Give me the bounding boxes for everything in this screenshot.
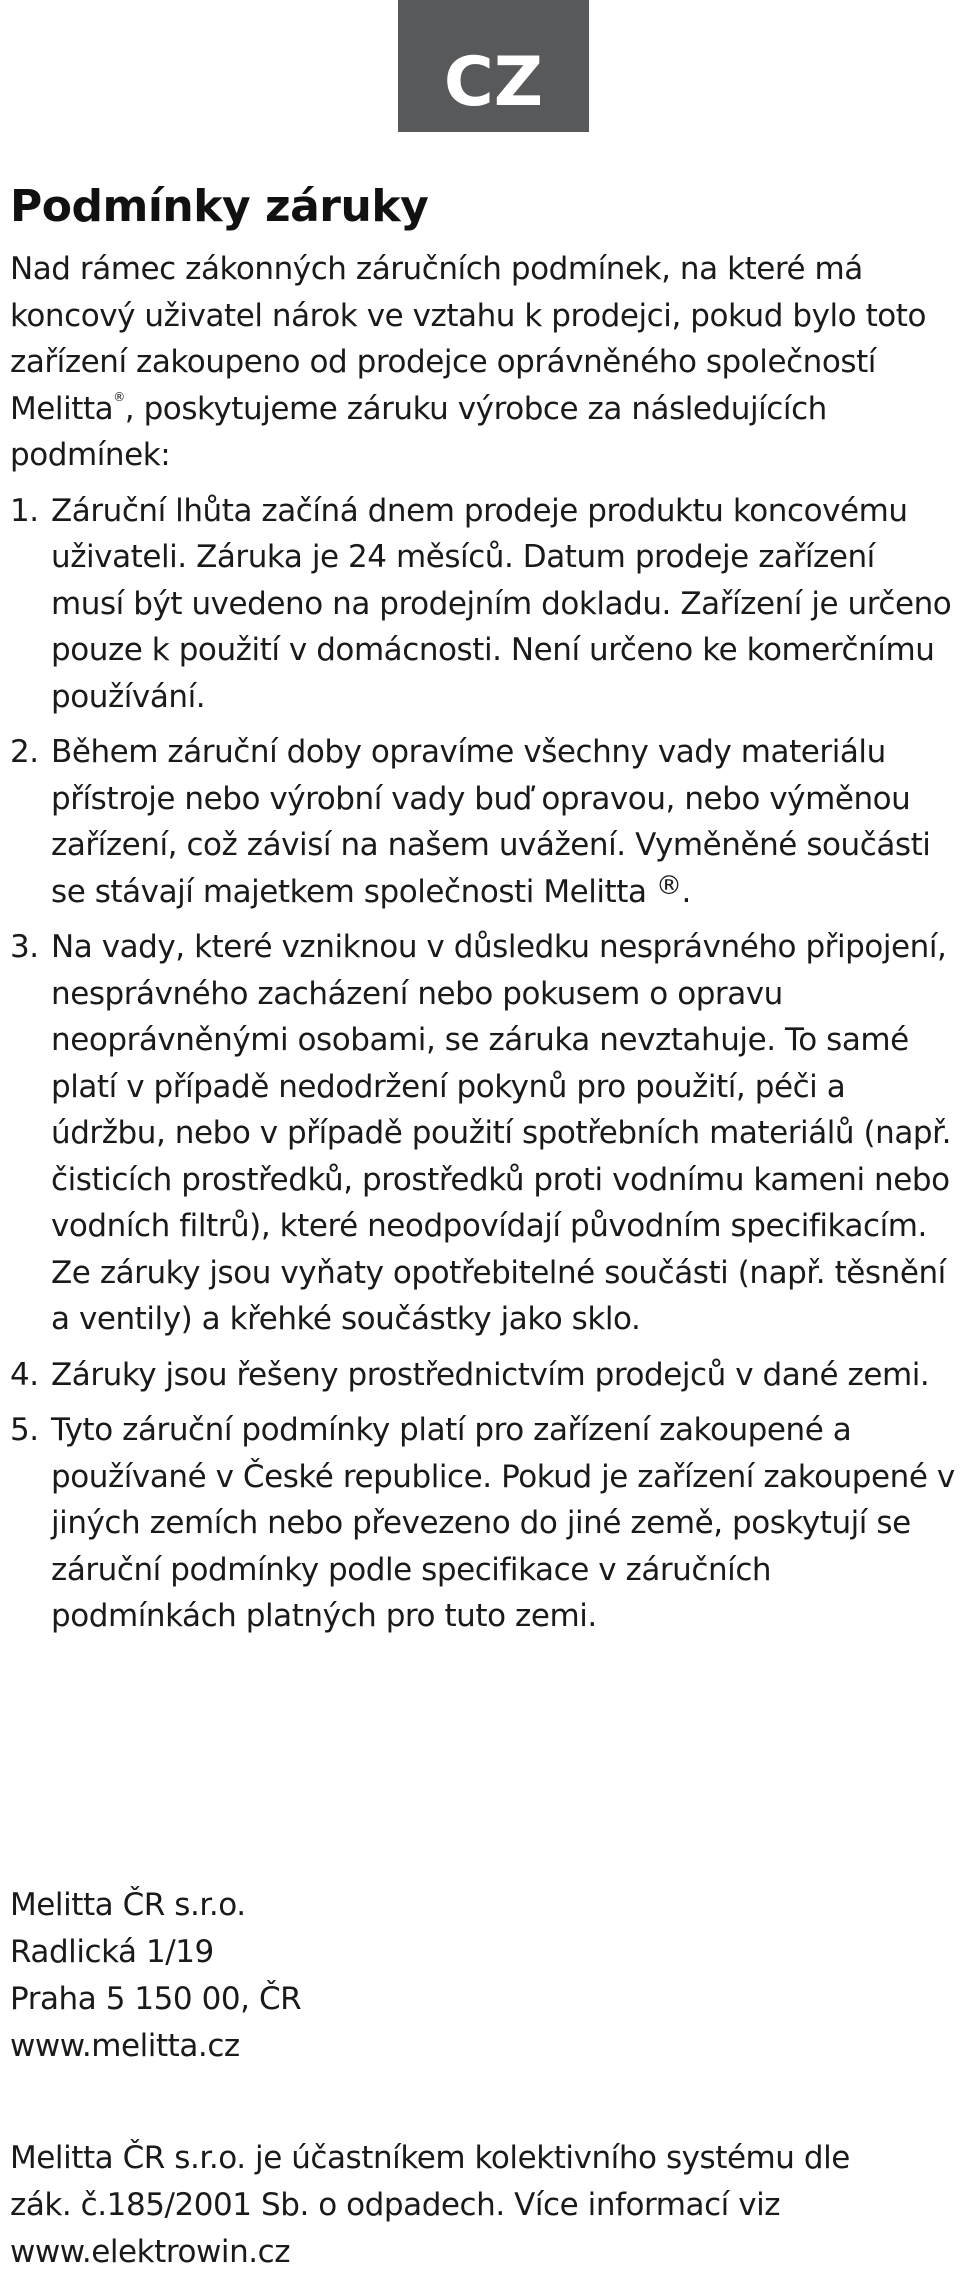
street-address: Radlická 1/19 [10,1934,214,1970]
item-text: Záruční lhůta začíná dnem prodeje produktu koncovému uživateli. Záruka je 24 měsíců. Datum prodeje zařízení musí být uvedeno na prodejním dokladu. Zařízení je určeno pouze k použití v domácnosti. Není určeno ke komerčnímu používání. [51,492,952,715]
item-text: Záruky jsou řešeny prostřednictvím prodejců v dané zemi. [51,1356,930,1393]
condition-item-1 [10,488,955,721]
item-number: 3. [10,929,39,965]
intro-text: Nad rámec zákonných záručních podmínek, na které má koncový uživatel nárok ve vztahu k prodejci, pokud bylo toto zařízení zakoupeno od prodejce oprávněného společností Melitta [10,251,927,427]
recycling-website-link[interactable]: www.elektrowin.cz [10,2234,291,2270]
condition-item-2 [10,729,955,915]
page-title: Podmínky záruky [10,181,429,232]
city-address: Praha 5 150 00, ČR [10,1981,302,2017]
item-text-end: . [681,873,691,910]
item-number: 4. [10,1356,39,1393]
registered-mark: ® [655,870,682,901]
item-number: 2. [10,734,39,770]
intro-paragraph [10,246,955,479]
condition-item-4 [10,1352,955,1399]
item-number: 5. [10,1412,39,1448]
item-text: Během záruční doby opravíme všechny vady materiálu přístroje nebo výrobní vady buď opravou, nebo výměnou zařízení, což závisí na našem uvážení. Vyměněné součásti se stávají majetkem společnosti Melitta [51,734,931,910]
warranty-section [10,178,955,1640]
condition-item-5 [10,1407,955,1640]
company-name: Melitta ČR s.r.o. [10,1887,246,1923]
recycling-line-1: Melitta ČR s.r.o. je účastníkem kolektivního systému dle [10,2140,850,2176]
condition-item-3 [10,924,955,1343]
intro-text-end: , poskytujeme záruku výrobce za následujících podmínek: [10,390,827,473]
language-badge: CZ [398,0,589,132]
recycling-line-2: zák. č.185/2001 Sb. o odpadech. Více informací viz [10,2187,781,2223]
item-text-wrapper [51,729,955,915]
website-link[interactable]: www.melitta.cz [10,2028,240,2064]
item-text: Na vady, které vzniknou v důsledku nesprávného připojení, nesprávného zacházení nebo pokusem o opravu neoprávněnými osobami, se záruka nevztahuje. To samé platí v případě nedodržení pokynů pro použití, péči a údržbu, nebo v případě použití spotřebních materiálů (např. čisticích prostředků, prostředků proti vodnímu kameni nebo vodních filtrů), které neodpovídají původním specifikacím. Ze záruky jsou vyňaty opotřebitelné součásti (např. těsnění a ventily) a křehké součástky jako sklo. [51,929,951,1337]
item-text: Tyto záruční podmínky platí pro zařízení zakoupené a používané v České republice. Pokud je zařízení zakoupené v jiných zemích nebo převezeno do jiné země, poskytují se záruční podmínky podle specifikace v záručních podmínkách platných pro tuto zemi. [51,1412,955,1634]
company-address [10,1882,955,2070]
registered-mark: ® [113,389,125,404]
recycling-note [10,2135,955,2276]
item-number: 1. [10,492,39,529]
